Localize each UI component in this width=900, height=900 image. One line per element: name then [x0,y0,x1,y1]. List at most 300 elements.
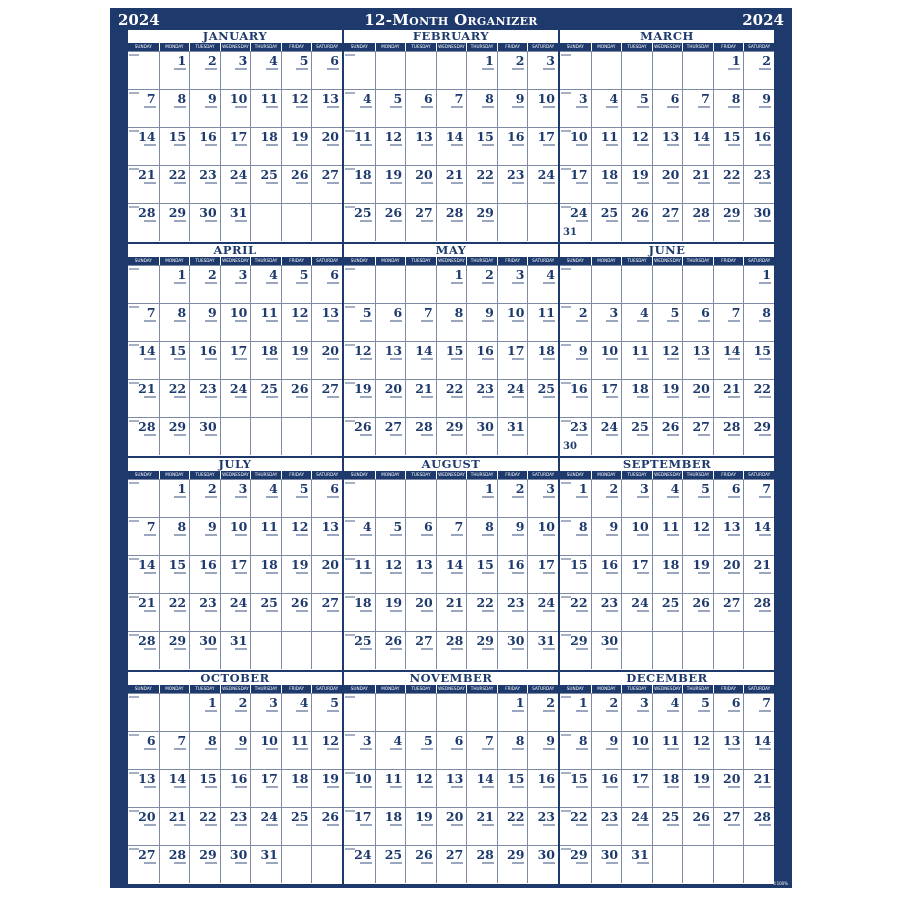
day-cell[interactable] [560,693,591,731]
day-cell[interactable] [527,555,558,593]
day-cell[interactable] [497,379,528,417]
day-cell[interactable] [375,127,406,165]
day-cell[interactable] [560,807,591,845]
day-cell[interactable] [743,693,774,731]
day-cell[interactable] [159,165,190,203]
day-cell[interactable] [621,807,652,845]
day-cell[interactable] [621,127,652,165]
day-cell[interactable] [621,303,652,341]
day-cell[interactable] [560,379,591,417]
day-cell[interactable] [344,51,375,89]
day-cell[interactable] [220,303,251,341]
day-cell[interactable] [652,165,683,203]
day-cell[interactable] [220,731,251,769]
day-cell[interactable] [497,593,528,631]
day-cell[interactable] [220,51,251,89]
day-cell[interactable] [159,845,190,883]
day-cell[interactable] [527,203,558,241]
day-cell[interactable] [189,417,220,455]
day-cell[interactable] [682,555,713,593]
day-cell[interactable] [220,769,251,807]
day-cell[interactable] [128,51,159,89]
day-cell[interactable] [220,203,251,241]
day-cell[interactable] [405,51,436,89]
day-cell[interactable] [250,417,281,455]
day-cell[interactable] [159,203,190,241]
day-cell[interactable] [466,51,497,89]
day-cell[interactable] [159,731,190,769]
day-cell[interactable] [128,479,159,517]
day-cell[interactable] [652,479,683,517]
day-cell[interactable] [682,845,713,883]
day-cell[interactable] [560,479,591,517]
day-cell[interactable] [497,303,528,341]
day-cell[interactable] [436,417,467,455]
day-cell[interactable] [621,165,652,203]
day-cell[interactable] [344,555,375,593]
day-cell[interactable] [128,379,159,417]
day-cell[interactable] [405,303,436,341]
day-cell[interactable] [621,555,652,593]
day-cell[interactable] [713,807,744,845]
day-cell[interactable] [344,693,375,731]
day-cell[interactable] [652,341,683,379]
day-cell[interactable] [159,51,190,89]
day-cell[interactable] [497,731,528,769]
day-cell[interactable] [743,379,774,417]
day-cell[interactable] [497,51,528,89]
day-cell[interactable] [682,165,713,203]
day-cell[interactable] [527,693,558,731]
day-cell[interactable] [497,517,528,555]
day-cell[interactable] [375,51,406,89]
day-cell[interactable] [159,693,190,731]
day-cell[interactable] [375,769,406,807]
day-cell[interactable] [250,845,281,883]
day-cell[interactable] [344,479,375,517]
day-cell[interactable] [344,89,375,127]
day-cell[interactable] [311,555,342,593]
day-cell[interactable] [527,417,558,455]
day-cell[interactable] [189,731,220,769]
day-cell[interactable] [189,807,220,845]
day-cell[interactable] [652,845,683,883]
day-cell[interactable] [311,693,342,731]
day-cell[interactable] [560,769,591,807]
day-cell[interactable] [281,203,312,241]
day-cell[interactable] [527,845,558,883]
day-cell[interactable] [591,265,622,303]
day-cell[interactable] [128,807,159,845]
day-cell[interactable] [344,303,375,341]
day-cell[interactable] [591,417,622,455]
day-cell[interactable] [250,593,281,631]
day-cell[interactable] [128,203,159,241]
day-cell[interactable] [405,89,436,127]
day-cell[interactable] [713,517,744,555]
day-cell[interactable] [250,693,281,731]
day-cell[interactable] [652,265,683,303]
day-cell[interactable] [281,89,312,127]
day-cell[interactable] [159,417,190,455]
day-cell[interactable] [652,517,683,555]
day-cell[interactable] [466,341,497,379]
day-cell[interactable] [743,807,774,845]
day-cell[interactable] [652,593,683,631]
day-cell[interactable] [250,555,281,593]
day-cell[interactable] [652,417,683,455]
day-cell[interactable] [250,479,281,517]
day-cell[interactable] [189,341,220,379]
day-cell[interactable] [344,631,375,669]
day-cell[interactable] [621,341,652,379]
day-cell[interactable] [436,769,467,807]
day-cell[interactable] [159,631,190,669]
day-cell[interactable] [405,807,436,845]
day-cell[interactable] [250,807,281,845]
day-cell[interactable] [128,303,159,341]
day-cell[interactable] [405,379,436,417]
day-cell[interactable] [436,845,467,883]
day-cell[interactable] [652,631,683,669]
day-cell[interactable] [311,517,342,555]
day-cell[interactable] [621,593,652,631]
day-cell[interactable] [591,203,622,241]
day-cell[interactable] [560,517,591,555]
day-cell[interactable] [128,555,159,593]
day-cell[interactable] [344,593,375,631]
day-cell[interactable] [652,203,683,241]
day-cell[interactable] [375,417,406,455]
day-cell[interactable] [682,341,713,379]
day-cell[interactable] [682,303,713,341]
day-cell[interactable] [560,165,591,203]
day-cell[interactable] [682,693,713,731]
day-cell[interactable] [652,89,683,127]
day-cell[interactable] [621,693,652,731]
day-cell[interactable] [189,51,220,89]
day-cell[interactable] [560,265,591,303]
day-cell[interactable] [743,479,774,517]
day-cell[interactable] [159,265,190,303]
day-cell[interactable] [311,265,342,303]
day-cell[interactable] [220,517,251,555]
day-cell[interactable] [527,379,558,417]
day-cell[interactable] [591,89,622,127]
day-cell[interactable] [344,203,375,241]
day-cell[interactable] [743,303,774,341]
day-cell[interactable] [281,693,312,731]
day-cell[interactable] [128,89,159,127]
day-cell[interactable] [220,593,251,631]
day-cell[interactable] [466,417,497,455]
day-cell[interactable] [560,203,591,241]
day-cell[interactable] [682,417,713,455]
day-cell[interactable] [375,89,406,127]
day-cell[interactable] [220,417,251,455]
day-cell[interactable] [250,203,281,241]
day-cell[interactable] [591,769,622,807]
day-cell[interactable] [621,731,652,769]
day-cell[interactable] [250,631,281,669]
day-cell[interactable] [466,89,497,127]
day-cell[interactable] [250,769,281,807]
day-cell[interactable] [466,631,497,669]
day-cell[interactable] [682,517,713,555]
day-cell[interactable] [159,127,190,165]
day-cell[interactable] [497,845,528,883]
day-cell[interactable] [250,517,281,555]
day-cell[interactable] [713,127,744,165]
day-cell[interactable] [713,555,744,593]
day-cell[interactable] [591,693,622,731]
day-cell[interactable] [527,303,558,341]
day-cell[interactable] [220,845,251,883]
day-cell[interactable] [281,769,312,807]
day-cell[interactable] [344,517,375,555]
day-cell[interactable] [591,631,622,669]
day-cell[interactable] [621,203,652,241]
day-cell[interactable] [591,127,622,165]
day-cell[interactable] [436,203,467,241]
day-cell[interactable] [436,555,467,593]
day-cell[interactable] [591,555,622,593]
day-cell[interactable] [682,379,713,417]
day-cell[interactable] [311,769,342,807]
day-cell[interactable] [281,845,312,883]
day-cell[interactable] [743,631,774,669]
day-cell[interactable] [713,203,744,241]
day-cell[interactable] [743,341,774,379]
day-cell[interactable] [682,631,713,669]
day-cell[interactable] [497,265,528,303]
day-cell[interactable] [436,89,467,127]
day-cell[interactable] [281,731,312,769]
day-cell[interactable] [281,631,312,669]
day-cell[interactable] [527,593,558,631]
day-cell[interactable] [743,555,774,593]
day-cell[interactable] [743,89,774,127]
day-cell[interactable] [375,593,406,631]
day-cell[interactable] [375,807,406,845]
day-cell[interactable] [713,693,744,731]
day-cell[interactable] [375,303,406,341]
day-cell[interactable] [621,379,652,417]
day-cell[interactable] [743,127,774,165]
day-cell[interactable] [405,127,436,165]
day-cell[interactable] [652,693,683,731]
day-cell[interactable] [652,379,683,417]
day-cell[interactable] [220,379,251,417]
day-cell[interactable] [497,555,528,593]
day-cell[interactable] [159,517,190,555]
day-cell[interactable] [189,303,220,341]
day-cell[interactable] [220,479,251,517]
day-cell[interactable] [311,341,342,379]
day-cell[interactable] [527,51,558,89]
day-cell[interactable] [652,51,683,89]
day-cell[interactable] [281,555,312,593]
day-cell[interactable] [497,631,528,669]
day-cell[interactable] [375,731,406,769]
day-cell[interactable] [405,341,436,379]
day-cell[interactable] [560,593,591,631]
day-cell[interactable] [344,731,375,769]
day-cell[interactable] [159,555,190,593]
day-cell[interactable] [220,807,251,845]
day-cell[interactable] [344,265,375,303]
day-cell[interactable] [743,51,774,89]
day-cell[interactable] [436,303,467,341]
day-cell[interactable] [652,303,683,341]
day-cell[interactable] [436,51,467,89]
day-cell[interactable] [189,127,220,165]
day-cell[interactable] [743,731,774,769]
day-cell[interactable] [405,593,436,631]
day-cell[interactable] [311,379,342,417]
day-cell[interactable] [652,127,683,165]
day-cell[interactable] [375,341,406,379]
day-cell[interactable] [250,127,281,165]
day-cell[interactable] [652,807,683,845]
day-cell[interactable] [497,341,528,379]
day-cell[interactable] [560,127,591,165]
day-cell[interactable] [220,631,251,669]
day-cell[interactable] [621,89,652,127]
day-cell[interactable] [281,807,312,845]
day-cell[interactable] [189,379,220,417]
day-cell[interactable] [713,479,744,517]
day-cell[interactable] [311,631,342,669]
day-cell[interactable] [281,127,312,165]
day-cell[interactable] [436,693,467,731]
day-cell[interactable] [311,845,342,883]
day-cell[interactable] [220,89,251,127]
day-cell[interactable] [591,593,622,631]
day-cell[interactable] [344,769,375,807]
day-cell[interactable] [682,265,713,303]
day-cell[interactable] [375,379,406,417]
day-cell[interactable] [311,203,342,241]
day-cell[interactable] [189,555,220,593]
day-cell[interactable] [682,731,713,769]
day-cell[interactable] [591,845,622,883]
day-cell[interactable] [527,165,558,203]
day-cell[interactable] [682,807,713,845]
day-cell[interactable] [375,845,406,883]
day-cell[interactable] [128,341,159,379]
day-cell[interactable] [311,165,342,203]
day-cell[interactable] [466,731,497,769]
day-cell[interactable] [159,303,190,341]
day-cell[interactable] [128,517,159,555]
day-cell[interactable] [436,479,467,517]
day-cell[interactable] [466,165,497,203]
day-cell[interactable] [405,517,436,555]
day-cell[interactable] [189,517,220,555]
day-cell[interactable] [128,165,159,203]
day-cell[interactable] [713,165,744,203]
day-cell[interactable] [466,845,497,883]
day-cell[interactable] [189,845,220,883]
day-cell[interactable] [375,555,406,593]
day-cell[interactable] [220,127,251,165]
day-cell[interactable] [250,341,281,379]
day-cell[interactable] [743,417,774,455]
day-cell[interactable] [344,417,375,455]
day-cell[interactable] [497,693,528,731]
day-cell[interactable] [560,51,591,89]
day-cell[interactable] [311,51,342,89]
day-cell[interactable] [713,341,744,379]
day-cell[interactable] [466,593,497,631]
day-cell[interactable] [311,303,342,341]
day-cell[interactable] [436,731,467,769]
day-cell[interactable] [527,89,558,127]
day-cell[interactable] [466,479,497,517]
day-cell[interactable] [591,341,622,379]
day-cell[interactable] [621,631,652,669]
day-cell[interactable] [405,731,436,769]
day-cell[interactable] [497,417,528,455]
day-cell[interactable] [436,593,467,631]
day-cell[interactable] [527,479,558,517]
day-cell[interactable] [189,265,220,303]
day-cell[interactable] [466,769,497,807]
day-cell[interactable] [159,807,190,845]
day-cell[interactable] [591,165,622,203]
day-cell[interactable] [405,769,436,807]
day-cell[interactable] [189,203,220,241]
day-cell[interactable] [405,165,436,203]
day-cell[interactable] [466,203,497,241]
day-cell[interactable] [159,379,190,417]
day-cell[interactable] [281,479,312,517]
day-cell[interactable] [591,479,622,517]
day-cell[interactable] [560,555,591,593]
day-cell[interactable] [436,379,467,417]
day-cell[interactable] [311,417,342,455]
day-cell[interactable] [743,593,774,631]
day-cell[interactable] [128,631,159,669]
day-cell[interactable] [375,265,406,303]
day-cell[interactable] [405,265,436,303]
day-cell[interactable] [466,517,497,555]
day-cell[interactable] [311,479,342,517]
day-cell[interactable] [128,731,159,769]
day-cell[interactable] [713,769,744,807]
day-cell[interactable] [743,265,774,303]
day-cell[interactable] [682,89,713,127]
day-cell[interactable] [560,89,591,127]
day-cell[interactable] [405,693,436,731]
day-cell[interactable] [189,165,220,203]
day-cell[interactable] [159,479,190,517]
day-cell[interactable] [621,265,652,303]
day-cell[interactable] [405,845,436,883]
day-cell[interactable] [652,731,683,769]
day-cell[interactable] [159,593,190,631]
day-cell[interactable] [159,89,190,127]
day-cell[interactable] [128,127,159,165]
day-cell[interactable] [591,517,622,555]
day-cell[interactable] [527,127,558,165]
day-cell[interactable] [743,769,774,807]
day-cell[interactable] [281,265,312,303]
day-cell[interactable] [743,203,774,241]
day-cell[interactable] [466,265,497,303]
day-cell[interactable] [560,341,591,379]
